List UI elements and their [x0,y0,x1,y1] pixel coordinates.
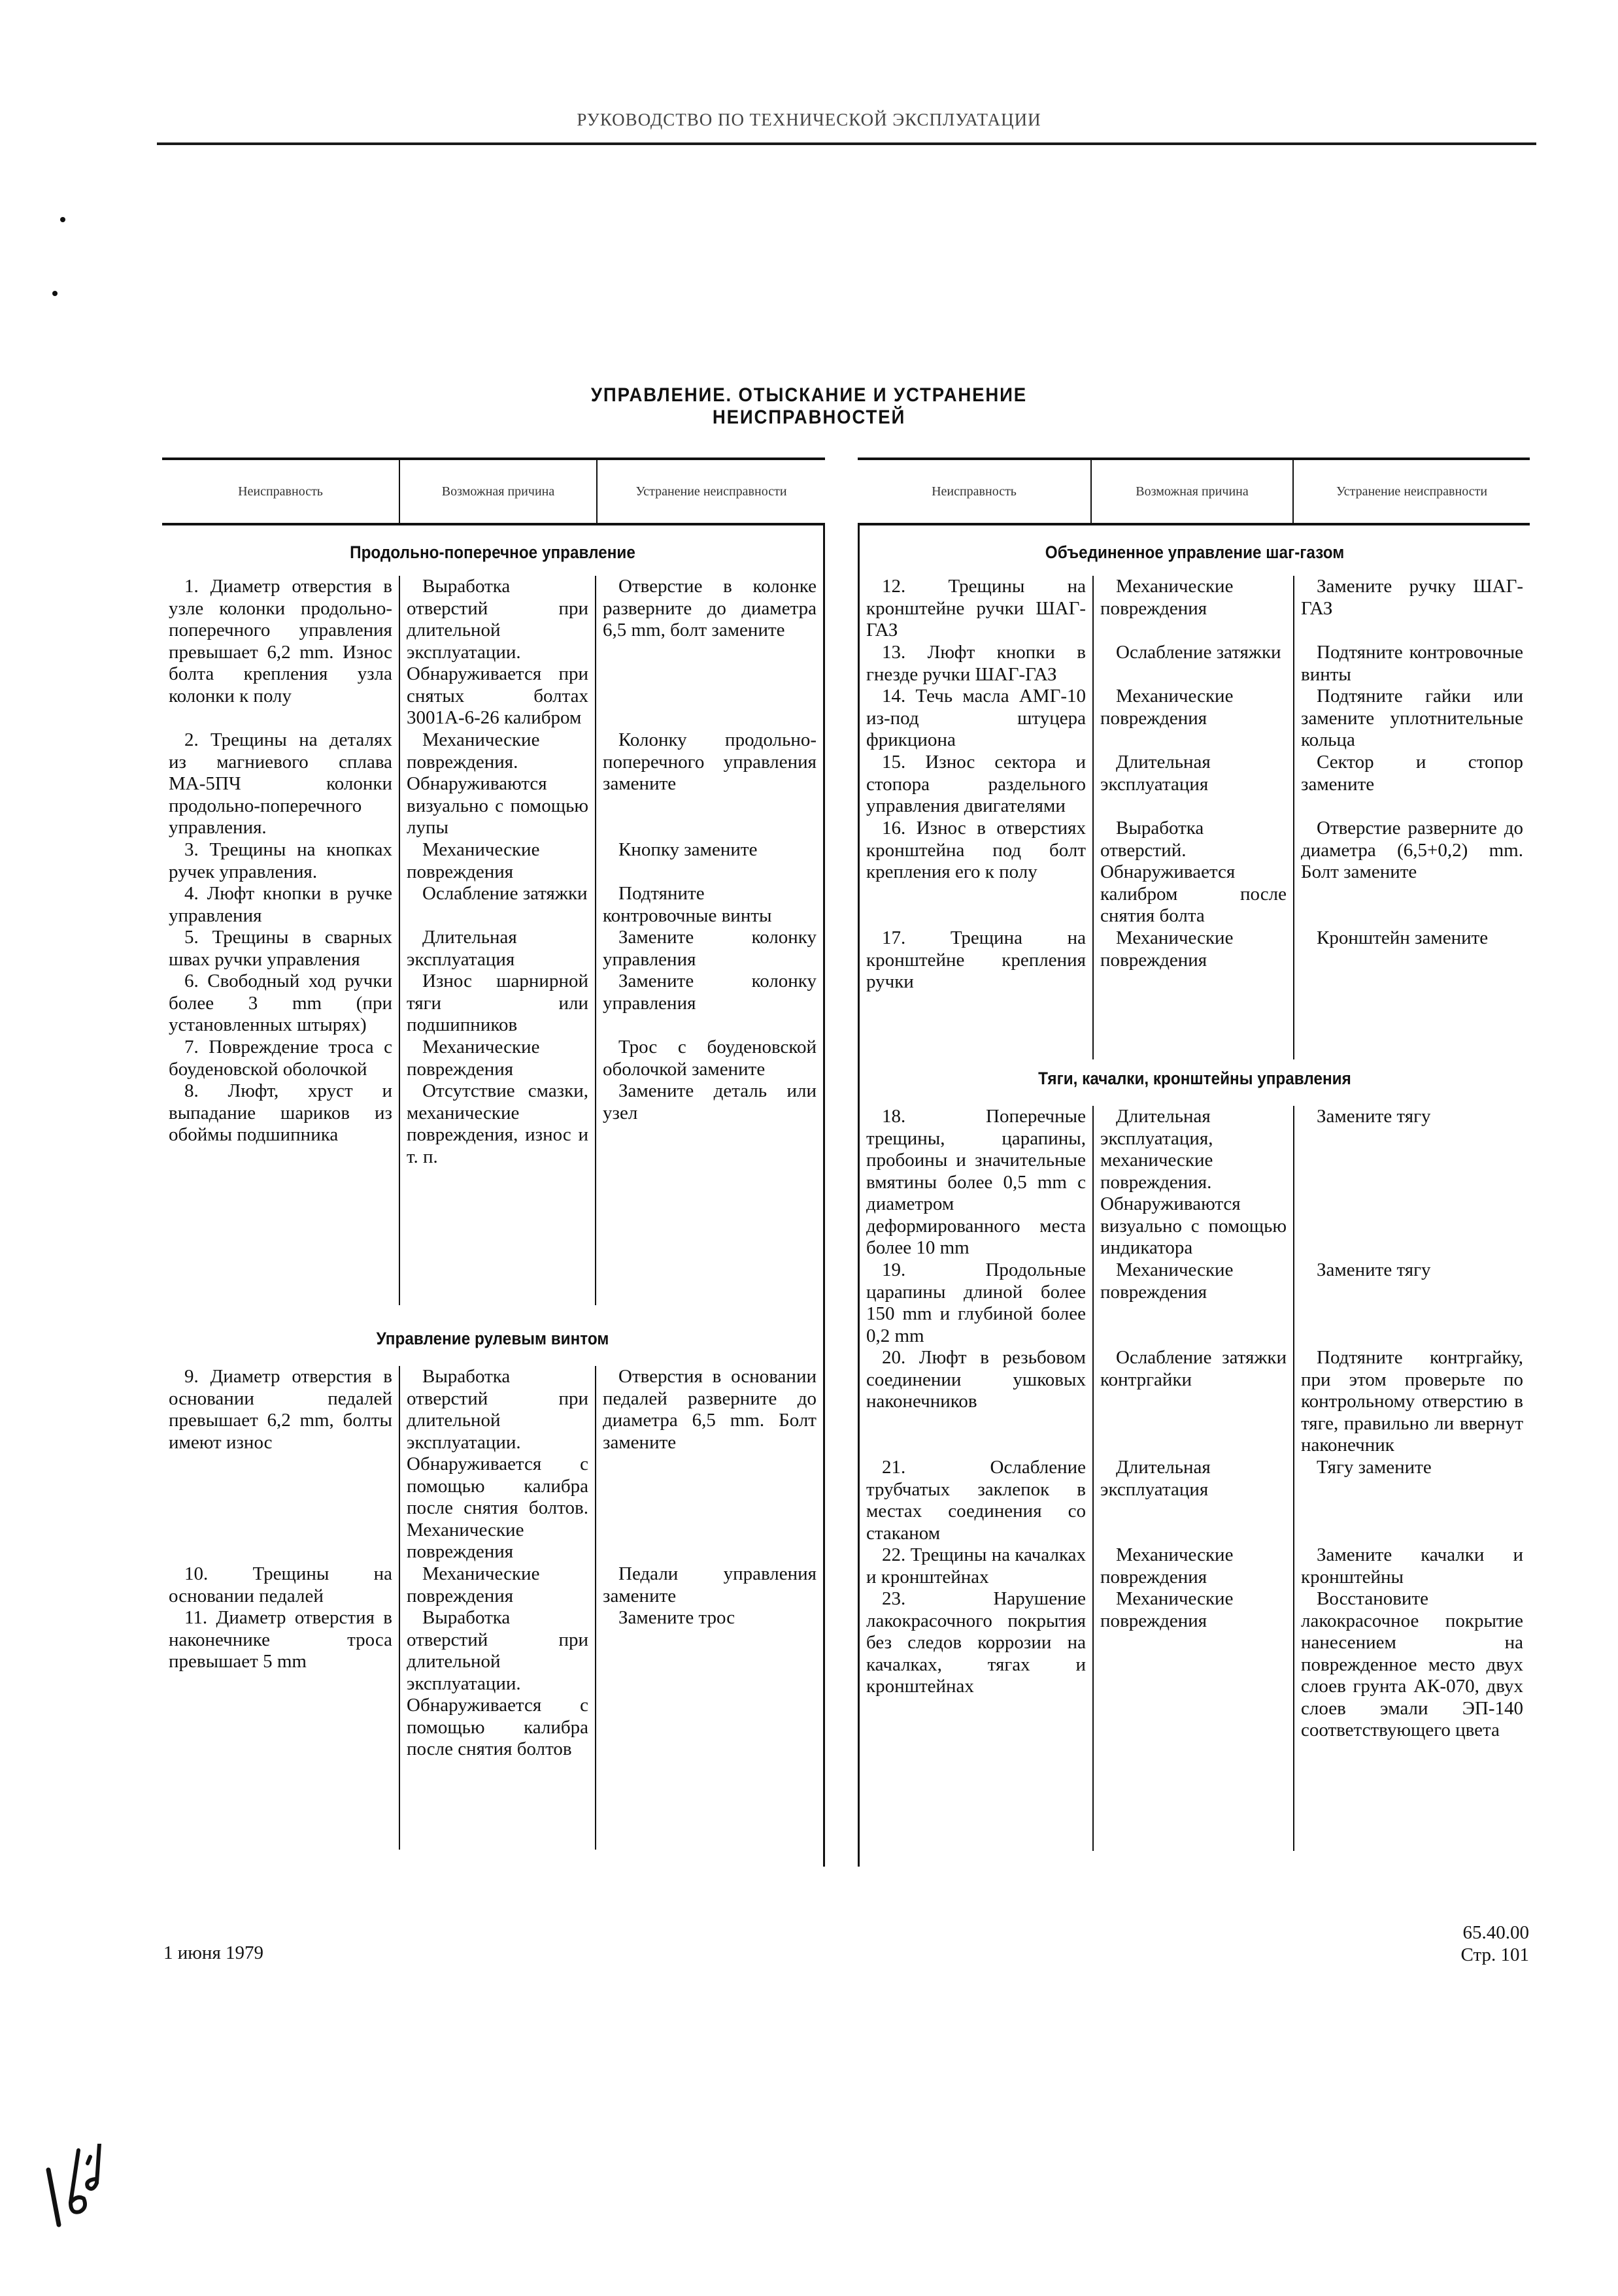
table-cell-fault: 21. Ослабление трубчатых заклепок в местах соединения со стаканом [866,1457,1086,1544]
table-cell-fault: 9. Диаметр отверстия в основании педалей превышает 6,2 mm, болты имеют износ [169,1366,392,1453]
left-table [162,458,825,1867]
cause-column [1092,576,1293,1059]
section-rows [162,576,823,1305]
title-line-1: УПРАВЛЕНИЕ. ОТЫСКАНИЕ И УСТРАНЕНИЕ [590,384,1028,406]
table-header [162,458,825,525]
table-cell-remedy: Замените колонку управления [603,971,817,1014]
table-cell-fault: 17. Трещина на кронштейне крепления ручки [866,927,1086,992]
table-cell-cause: Длительная эксплуатация [1100,752,1211,795]
table-cell-remedy: Подтяните контровочные винты [1301,642,1523,685]
section-title: Тяги, качалки, кронштейны управления [1038,1069,1351,1088]
table-cell-cause: Длительная эксплуатация, механические повреждения. Обнаруживаются визуально с помощью индикатора [1100,1106,1287,1258]
table-cell-cause: Механические повреждения [1100,927,1234,971]
table-cell-remedy: Отверстие разверните до диаметра (6,5+0,2) mm. Болт замените [1301,818,1523,882]
table-cell-cause: Длительная эксплуатация [407,927,517,970]
table-cell-cause: Выработка отверстий. Обнаруживается калибром после снятия болта [1100,818,1287,926]
column-header-remedy: Устранение неисправности [596,460,825,523]
table-cell-cause: Механические повреждения. Обнаруживаются визуально с помощью лупы [407,729,588,838]
table-cell-remedy: Замените трос [618,1607,735,1628]
section-rows [860,1106,1530,1851]
table-cell-cause: Отсутствие смазки, механические повреждения, износ и т. п. [407,1080,588,1167]
margin-dot [52,291,58,296]
table-cell-cause: Ослабление затяжки [422,883,588,904]
column-header-fault: Неисправность [238,484,323,499]
table-cell-fault: 18. Поперечные трещины, царапины, пробоины и значительные вмятины более 0,5 mm с диаметром деформированного места более 10 mm [866,1106,1086,1258]
remedy-column [595,1366,823,1850]
fault-column [860,1106,1092,1851]
footer-doc-ref [1461,1922,1530,1966]
remedy-column [1293,576,1530,1059]
fault-column [162,1366,399,1850]
table-cell-fault: 20. Люфт в резьбовом соединении ушковых наконечников [866,1347,1086,1412]
table-cell-fault: 13. Люфт кнопки в гнезде ручки ШАГ-ГАЗ [866,642,1086,685]
page-number: Стр. 101 [1460,1944,1529,1965]
section-title: Управление рулевым винтом [376,1329,609,1348]
table-cell-cause: Механические повреждения [1100,1588,1234,1631]
table-cell-fault: 4. Люфт кнопки в ручке управления [169,883,392,926]
table-cell-remedy: Колонку продольно-поперечного управления замените [603,729,817,794]
table-cell-remedy: Подтяните контровочные винты [603,883,772,926]
table-cell-remedy: Кронштейн замените [1317,927,1489,948]
table-cell-fault: 7. Повреждение троса с боуденовской оболочкой [169,1037,392,1080]
table-cell-remedy: Замените качалки и кронштейны [1301,1544,1523,1588]
section-rows [860,576,1530,1059]
table-cell-cause: Механические повреждения [1100,1544,1234,1588]
table-cell-remedy: Кнопку замените [618,839,758,860]
table-cell-fault: 10. Трещины на основании педалей [169,1563,392,1606]
table-cell-fault: 11. Диаметр отверстия в наконечнике троса превышает 5 mm [169,1607,392,1672]
table-cell-remedy: Отверстия в основании педалей разверните до диаметра 6,5 mm. Болт замените [603,1366,817,1453]
table-cell-fault: 19. Продольные царапины длиной более 150 mm и глубиной более 0,2 mm [866,1259,1086,1346]
table-cell-cause: Выработка отверстий при длительной эксплуатации. Обнаруживается с помощью калибра после снятия болтов [407,1607,588,1759]
fault-column [162,576,399,1305]
table-cell-remedy: Сектор и стопор замените [1301,752,1523,795]
table-cell-remedy: Замените колонку управления [603,927,817,970]
table-header [858,458,1530,525]
doc-code: 65.40.00 [1462,1922,1529,1943]
fault-column [860,576,1092,1059]
table-cell-remedy: Отверстие в колонке разверните до диаметра 6,5 mm, болт замените [603,576,817,641]
remedy-column [1293,1106,1530,1851]
table-cell-remedy: Тягу замените [1317,1457,1432,1478]
table-cell-remedy: Замените тягу [1317,1106,1431,1127]
column-header-cause: Возможная причина [399,460,596,523]
handwritten-page-number [39,2144,118,2248]
table-cell-remedy: Педали управления замените [603,1563,817,1606]
table-cell-remedy: Замените ручку ШАГ-ГАЗ [1301,576,1523,619]
cause-column [399,576,595,1305]
table-cell-fault: 5. Трещины в сварных швах ручки управления [169,927,392,970]
table-cell-remedy: Восстановите лакокрасочное покрытие нанесением на поврежденное место двух слоев грунта АК-070, двух слоев эмали ЭП-140 соответствующего цвета [1301,1588,1523,1740]
table-cell-remedy: Подтяните гайки или замените уплотнительные кольца [1301,686,1523,750]
table-cell-cause: Выработка отверстий при длительной эксплуатации. Обнаруживается с помощью калибра после снятия болтов. Механические повреждения [407,1366,588,1562]
section-title: Объединенное управление шаг-газом [1045,542,1345,562]
table-cell-fault: 16. Износ в отверстиях кронштейна под болт крепления его к полу [866,818,1086,882]
margin-dot [60,217,65,222]
table-body [162,525,825,1867]
table-cell-fault: 23. Нарушение лакокрасочного покрытия без следов коррозии на качалках, тягах и кронштейнах [866,1588,1086,1697]
table-cell-fault: 3. Трещины на кнопках ручек управления. [169,839,392,882]
table-cell-cause: Длительная эксплуатация [1100,1457,1211,1500]
table-cell-cause: Механические повреждения [1100,1259,1234,1303]
column-header-fault: Неисправность [932,484,1017,499]
table-cell-cause: Механические повреждения [407,1563,540,1606]
header-rule [157,142,1536,145]
table-cell-cause: Механические повреждения [407,839,540,882]
table-cell-fault: 6. Свободный ход ручки более 3 mm (при установленных штырях) [169,971,392,1035]
table-cell-fault: 22. Трещины на качалках и кронштейнах [866,1544,1086,1588]
table-cell-cause: Ослабление затяжки [1116,642,1281,663]
table-cell-fault: 8. Люфт, хруст и выпадание шариков из обоймы подшипника [169,1080,392,1145]
table-cell-fault: 2. Трещины на деталях из магниевого сплава МА-5ПЧ колонки продольно-поперечного управления. [169,729,392,838]
column-header-cause: Возможная причина [1090,460,1292,523]
table-cell-cause: Механические повреждения [1100,576,1234,619]
table-cell-cause: Износ шарнирной тяги или подшипников [407,971,588,1035]
table-body [858,525,1530,1867]
cause-column [1092,1106,1293,1851]
title-line-2: НЕИСПРАВНОСТЕЙ [712,407,906,428]
table-cell-cause: Выработка отверстий при длительной эксплуатации. Обнаруживается при снятых болтах 3001А-6-26 калибром [407,576,588,728]
table-cell-cause: Механические повреждения [1100,686,1234,729]
right-table [858,458,1530,1867]
table-cell-remedy: Замените деталь или узел [603,1080,817,1123]
running-header: РУКОВОДСТВО ПО ТЕХНИЧЕСКОЙ ЭКСПЛУАТАЦИИ [577,110,1041,129]
table-cell-remedy: Трос с боуденовской оболочкой замените [603,1037,817,1080]
table-cell-fault: 12. Трещины на кронштейне ручки ШАГ-ГАЗ [866,576,1086,641]
table-cell-cause: Ослабление затяжки контргайки [1100,1347,1287,1390]
table-cell-fault: 15. Износ сектора и стопора раздельного управления двигателями [866,752,1086,816]
table-cell-remedy: Подтяните контргайку, при этом проверьте по контрольному отверстию в тяге, правильно ли ввернут наконечник [1301,1347,1523,1456]
table-cell-fault: 1. Диаметр отверстия в узле колонки продольно-поперечного управления превышает 6,2 mm. Износ болта крепления узла колонки к полу [169,576,392,707]
section-title: Продольно-поперечное управление [350,542,635,562]
footer-date: 1 июня 1979 [163,1942,264,1963]
column-header-remedy: Устранение неисправности [1292,460,1530,523]
table-cell-remedy: Замените тягу [1317,1259,1431,1280]
remedy-column [595,576,823,1305]
cause-column [399,1366,595,1850]
table-cell-fault: 14. Течь масла АМГ-10 из-под штуцера фрикциона [866,686,1086,750]
page-title [65,384,1553,429]
section-rows [162,1366,823,1850]
table-cell-cause: Механические повреждения [407,1037,540,1080]
